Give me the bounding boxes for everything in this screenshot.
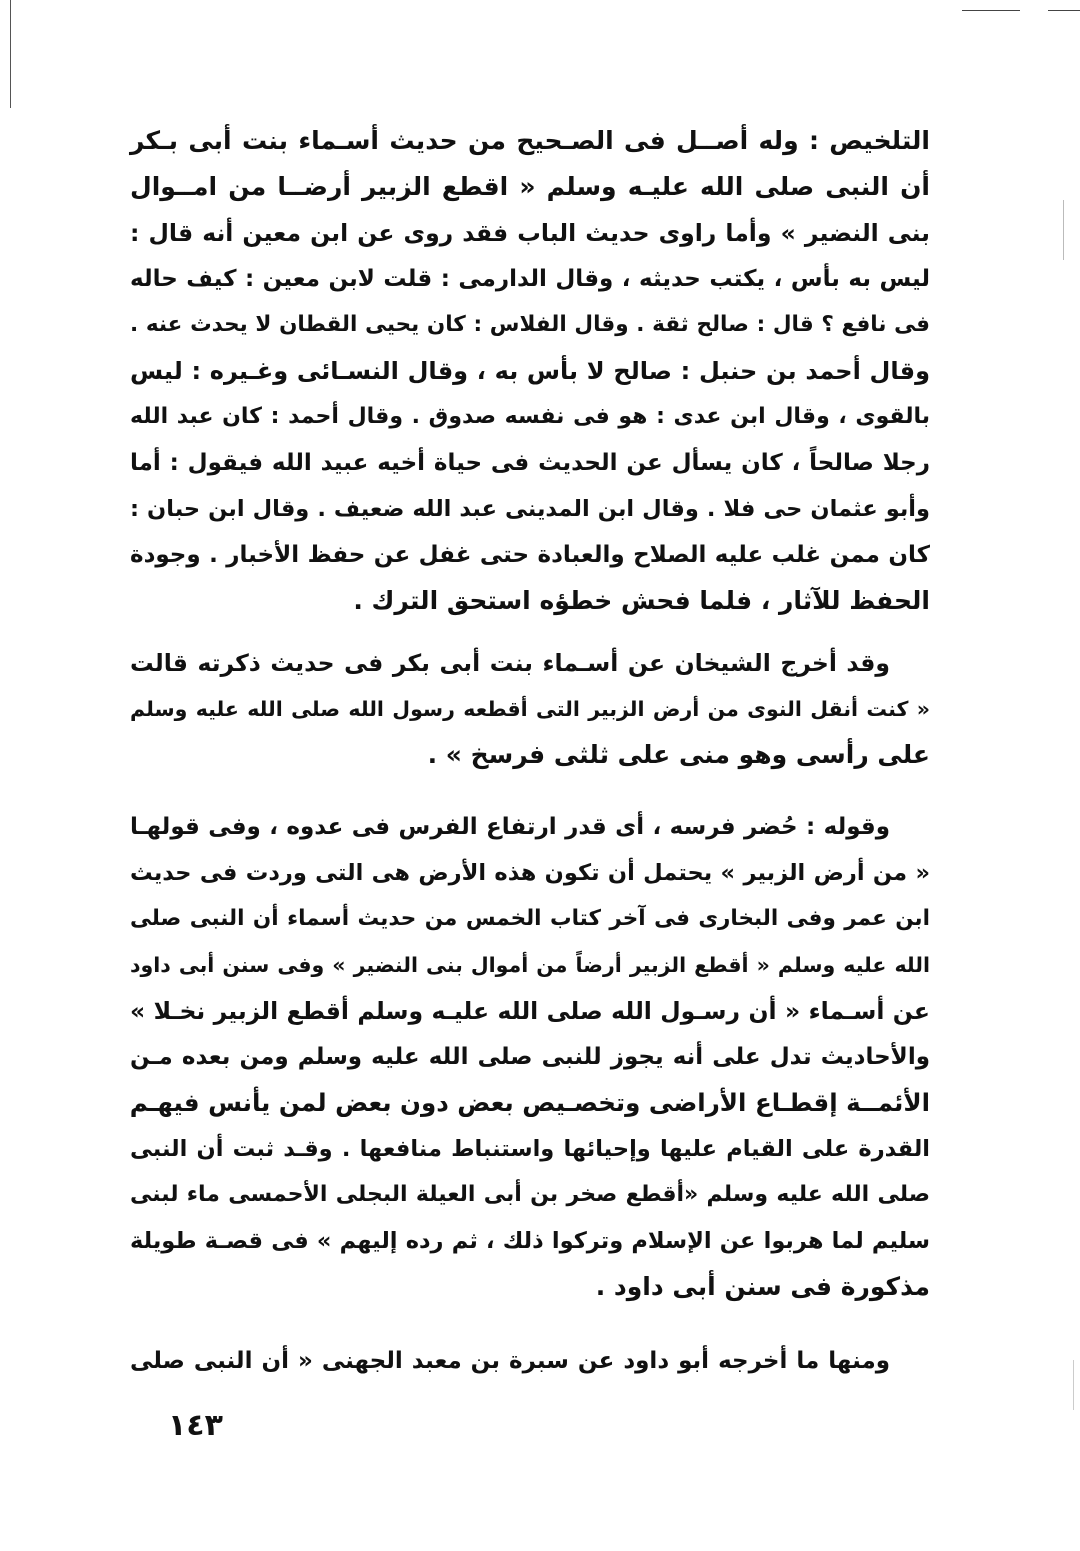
text-line: بنى النضير » وأما راوى حديث الباب فقد روى عن ابن معين أنه قال : — [130, 219, 930, 247]
text-line: القدرة على القيام عليها وإحيائها واستنباط منافعها . وقـد ثبت أن النبى — [130, 1136, 930, 1162]
paragraph-3 — [130, 804, 930, 1310]
scan-mark-left — [10, 0, 11, 108]
text-line: عن أسـماء « أن رسـول الله صلى الله عليـه وسلم أقطع الزبير نخـلا » — [130, 997, 930, 1025]
paragraph-4 — [130, 1338, 930, 1384]
text-line: على رأسى وهو منى على ثلثى فرسخ » . — [427, 740, 930, 769]
text-line: وأبو عثمان حى فلا . وقال ابن المدينى عبد الله ضعيف . وقال ابن حبان : — [130, 496, 930, 522]
text-line: « من أرض الزبير » يحتمل أن تكون هذه الأرض هى التى وردت فى حديث — [130, 860, 930, 886]
scan-mark-top-right — [1048, 10, 1080, 11]
text-line: كان ممن غلب عليه الصلاح والعبادة حتى غفل عن حفظ الأخبار . وجودة — [130, 542, 930, 568]
text-line: مذكورة فى سنن أبى داود . — [595, 1272, 930, 1301]
paragraph-1 — [130, 118, 930, 624]
text-line: ابن عمر وفى البخارى فى آخر كتاب الخمس من حديث أسماء أن النبى صلى — [130, 906, 930, 931]
text-line: وقد أخرج الشيخان عن أسـماء بنت أبى بكر فى حديث ذكرته قالت — [130, 649, 890, 677]
page-number: ١٤٣ — [168, 1408, 223, 1443]
text-line: والأحاديث تدل على أنه يجوز للنبى صلى الله عليه وسلم ومن بعده مـن — [130, 1044, 930, 1070]
text-line: ومنها ما أخرجه أبو داود عن سبرة بن معبد الجهنى « أن النبى صلى — [130, 1348, 890, 1374]
text-line: سليم لما هربوا عن الإسلام وتركوا ذلك ، ثم رده إليهم » فى قصـة طويلة — [130, 1228, 930, 1254]
text-line: فى نافع ؟ قال : صالح ثقة . وقال الفلاس : كان يحيى القطان لا يحدث عنه . — [130, 312, 930, 337]
text-line: التلخيص : وله أصــل فى الصـحيح من حديث أسـماء بنت أبى بـكر — [130, 126, 930, 155]
text-line: الأئمــة إقطـاع الأراضى وتخصـيص بعض دون بعض لمن يأنس فيهـم — [129, 1088, 930, 1117]
text-line: الحفظ للآثار ، فلما فحش خطؤه استحق الترك . — [353, 586, 930, 615]
text-line: رجلا صالحاً ، كان يسأل عن الحديث فى حياة أخيه عبيد الله فيقول : أما — [130, 450, 930, 476]
text-line: الله عليه وسلم « أقطع الزبير أرضاً من أموال بنى النضير » وفى سنن أبى داود — [130, 953, 930, 977]
text-line: وقال أحمد بن حنبل : صالح لا بأس به ، وقال النسـائى وغـيره : ليس — [130, 357, 930, 385]
scan-mark-right-lower — [1073, 1360, 1074, 1410]
scan-mark-top — [962, 10, 1020, 11]
text-line: ليس به بأس ، يكتب حديثه ، وقال الدارمى : قلت لابن معين : كيف حاله — [130, 266, 930, 292]
text-line: صلى الله عليه وسلم «أقطع صخر بن أبى العيلة البجلى الأحمسى ماء لبنى — [130, 1182, 930, 1207]
text-line: أن النبى صلى الله عليـه وسلم « اقطع الزبير أرضــا من امــوال — [130, 172, 930, 201]
paragraph-2 — [130, 640, 930, 778]
text-line: بالقوى ، وقال ابن عدى : هو فى نفسه صدوق . وقال أحمد : كان عبد الله — [130, 404, 930, 429]
scan-mark-right — [1063, 200, 1064, 260]
text-line: وقوله : حُضر فرسه ، أى قدر ارتفاع الفرس فى عدوه ، وفى قولهـا — [130, 814, 890, 840]
text-line: « كنت أنقل النوى من أرض الزبير التى أقطعه رسول الله صلى الله عليه وسلم — [130, 697, 930, 721]
